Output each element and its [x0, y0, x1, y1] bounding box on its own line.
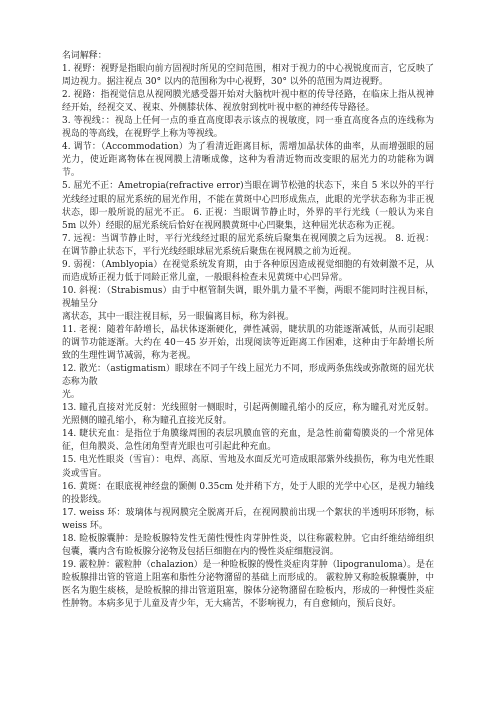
- paragraph: 15. 电光性眼炎（雪盲）：电焊、高原、雪地及水面反光可造成眼部紫外线损伤，称为电光性眼炎或雪盲。: [62, 455, 434, 479]
- paragraph: 16. 黄斑：在眼底视神经盘的颞侧 0.35cm 处并稍下方，处于人眼的光学中心区，是视力轴线的投影线。: [62, 481, 434, 505]
- paragraph: 离状态，其中一眼注视目标，另一眼偏离目标，称为斜视。: [62, 311, 295, 322]
- paragraph: 2. 视路：指视觉信息从视网膜光感受器开始对大脑枕叶视中枢的传导径路，在临床上指从视神经开始，经视交叉、视束、外侧膝状体、视放射到枕叶视中枢的神经传导路径。: [62, 90, 434, 114]
- paragraph: 1. 视野：视野是指眼向前方固视时所见的空间范围，相对于视力的中心视锐度而言，它反映了周边视力。据注视点 30° 以内的范围称为中心视野，30° 以外的范围为周边视野。: [62, 64, 434, 88]
- paragraph: 12. 散光：（astigmatism）眼球在不同子午线上屈光力不同，形成两条焦线或弥散斑的屈光状态称为散: [62, 364, 434, 388]
- paragraph: 7. 远视：当调节静止时，平行光线经过眼的屈光系统后聚集在视网膜之后为远视。 8. 近视：在调节静止状态下，平行光线经眼球屈光系统后聚焦在视网膜之前为近视。: [62, 233, 434, 257]
- paragraph: 5. 屈光不正：Ametropia(refractive error)当眼在调节松弛的状态下，来自 5 米以外的平行光线经过眼的屈光系统的屈光作用，不能在黄斑中心凹形成焦点，此眼的光学状态称为非正视状态，即一般所说的屈光不正。 6. 正视：当眼调节静止时，外界的平行光线（一般认为来自 5m 以外）经眼的屈光系统后恰好在视网膜黄斑中心凹聚集，这种屈光状态称为正视。: [62, 181, 434, 231]
- paragraph: 3. 等视线：：视岛上任何一点的垂直高度即表示该点的视敏度，同一垂直高度各点的连线称为视岛的等高线，在视野学上称为等视线。: [62, 116, 434, 140]
- paragraph: 13. 瞳孔直接对光反射：光线照射一侧眼时，引起两侧瞳孔缩小的反应，称为瞳孔对光反射。光照侧的瞳孔缩小，称为瞳孔直接光反射。: [62, 403, 434, 427]
- paragraph: 19. 霰粒肿：霰粒肿（chalazion）是一种睑板腺的慢性炎症肉芽肿（lipogranuloma）。是在睑板腺排出管的管道上阻塞和脂性分泌物潴留的基础上而形成的。 霰粒肿又称睑板腺囊肿，中医名为胞生痰核，是睑板腺的排出管道阻塞，腺体分泌物潴留在睑板内，形成的一种慢性炎症性肿物。本病多见于儿童及青少年，无大痛苦，不影响视力，有自愈倾向，预后良好。: [62, 559, 434, 609]
- paragraph-list: [62, 63, 434, 611]
- paragraph: 14. 睫状充血：是指位于角膜缘周围的表层巩膜血管的充血，是急性前葡萄膜炎的一个常见体征，但角膜炎、急性闭角型青光眼也可引起此种充血。: [62, 429, 434, 453]
- paragraph: 光。: [62, 390, 80, 401]
- paragraph: 11. 老视：随着年龄增长，晶状体逐渐硬化，弹性减弱，睫状肌的功能逐渐减低，从而引起眼的调节功能逐渐。大约在 40－45 岁开始，出现阅读等近距离工作困难，这种由于年龄增长所致的生理性调节减弱，称为老视。: [62, 324, 434, 362]
- document-heading: 名词解释：: [62, 51, 107, 61]
- paragraph: 9. 弱视：（Amblyopia）在视觉系统发育期，由于各种原因造成视觉细胞的有效刺激不足，从而造成矫正视力低于同龄正常儿童，一般眼科检查未见黄斑中心凹异常。: [62, 259, 434, 283]
- paragraph: 4. 调节：（Accommodation）为了看清近距离目标，需增加晶状体的曲率，从而增强眼的屈光力，使近距离物体在视网膜上清晰成像，这种为看清近物而改变眼的屈光力的功能称为调节。: [62, 142, 434, 179]
- paragraph: 17. weiss 环：玻璃体与视网膜完全脱离开后，在视网膜前出现一个絮状的半透明环形物，标 weiss 环。: [62, 507, 434, 531]
- paragraph: 10. 斜视：（Strabismus）由于中枢管制失调，眼外肌力量不平衡，两眼不能同时注视目标，视轴呈分: [62, 285, 434, 309]
- paragraph: 18. 睑板腺囊肿：是睑板腺特发性无菌性慢性肉芽肿性炎，以往称霰粒肿。它由纤维结缔组织包囊，囊内含有睑板腺分泌物及包括巨细胞在内的慢性炎症细胞浸润。: [62, 533, 434, 557]
